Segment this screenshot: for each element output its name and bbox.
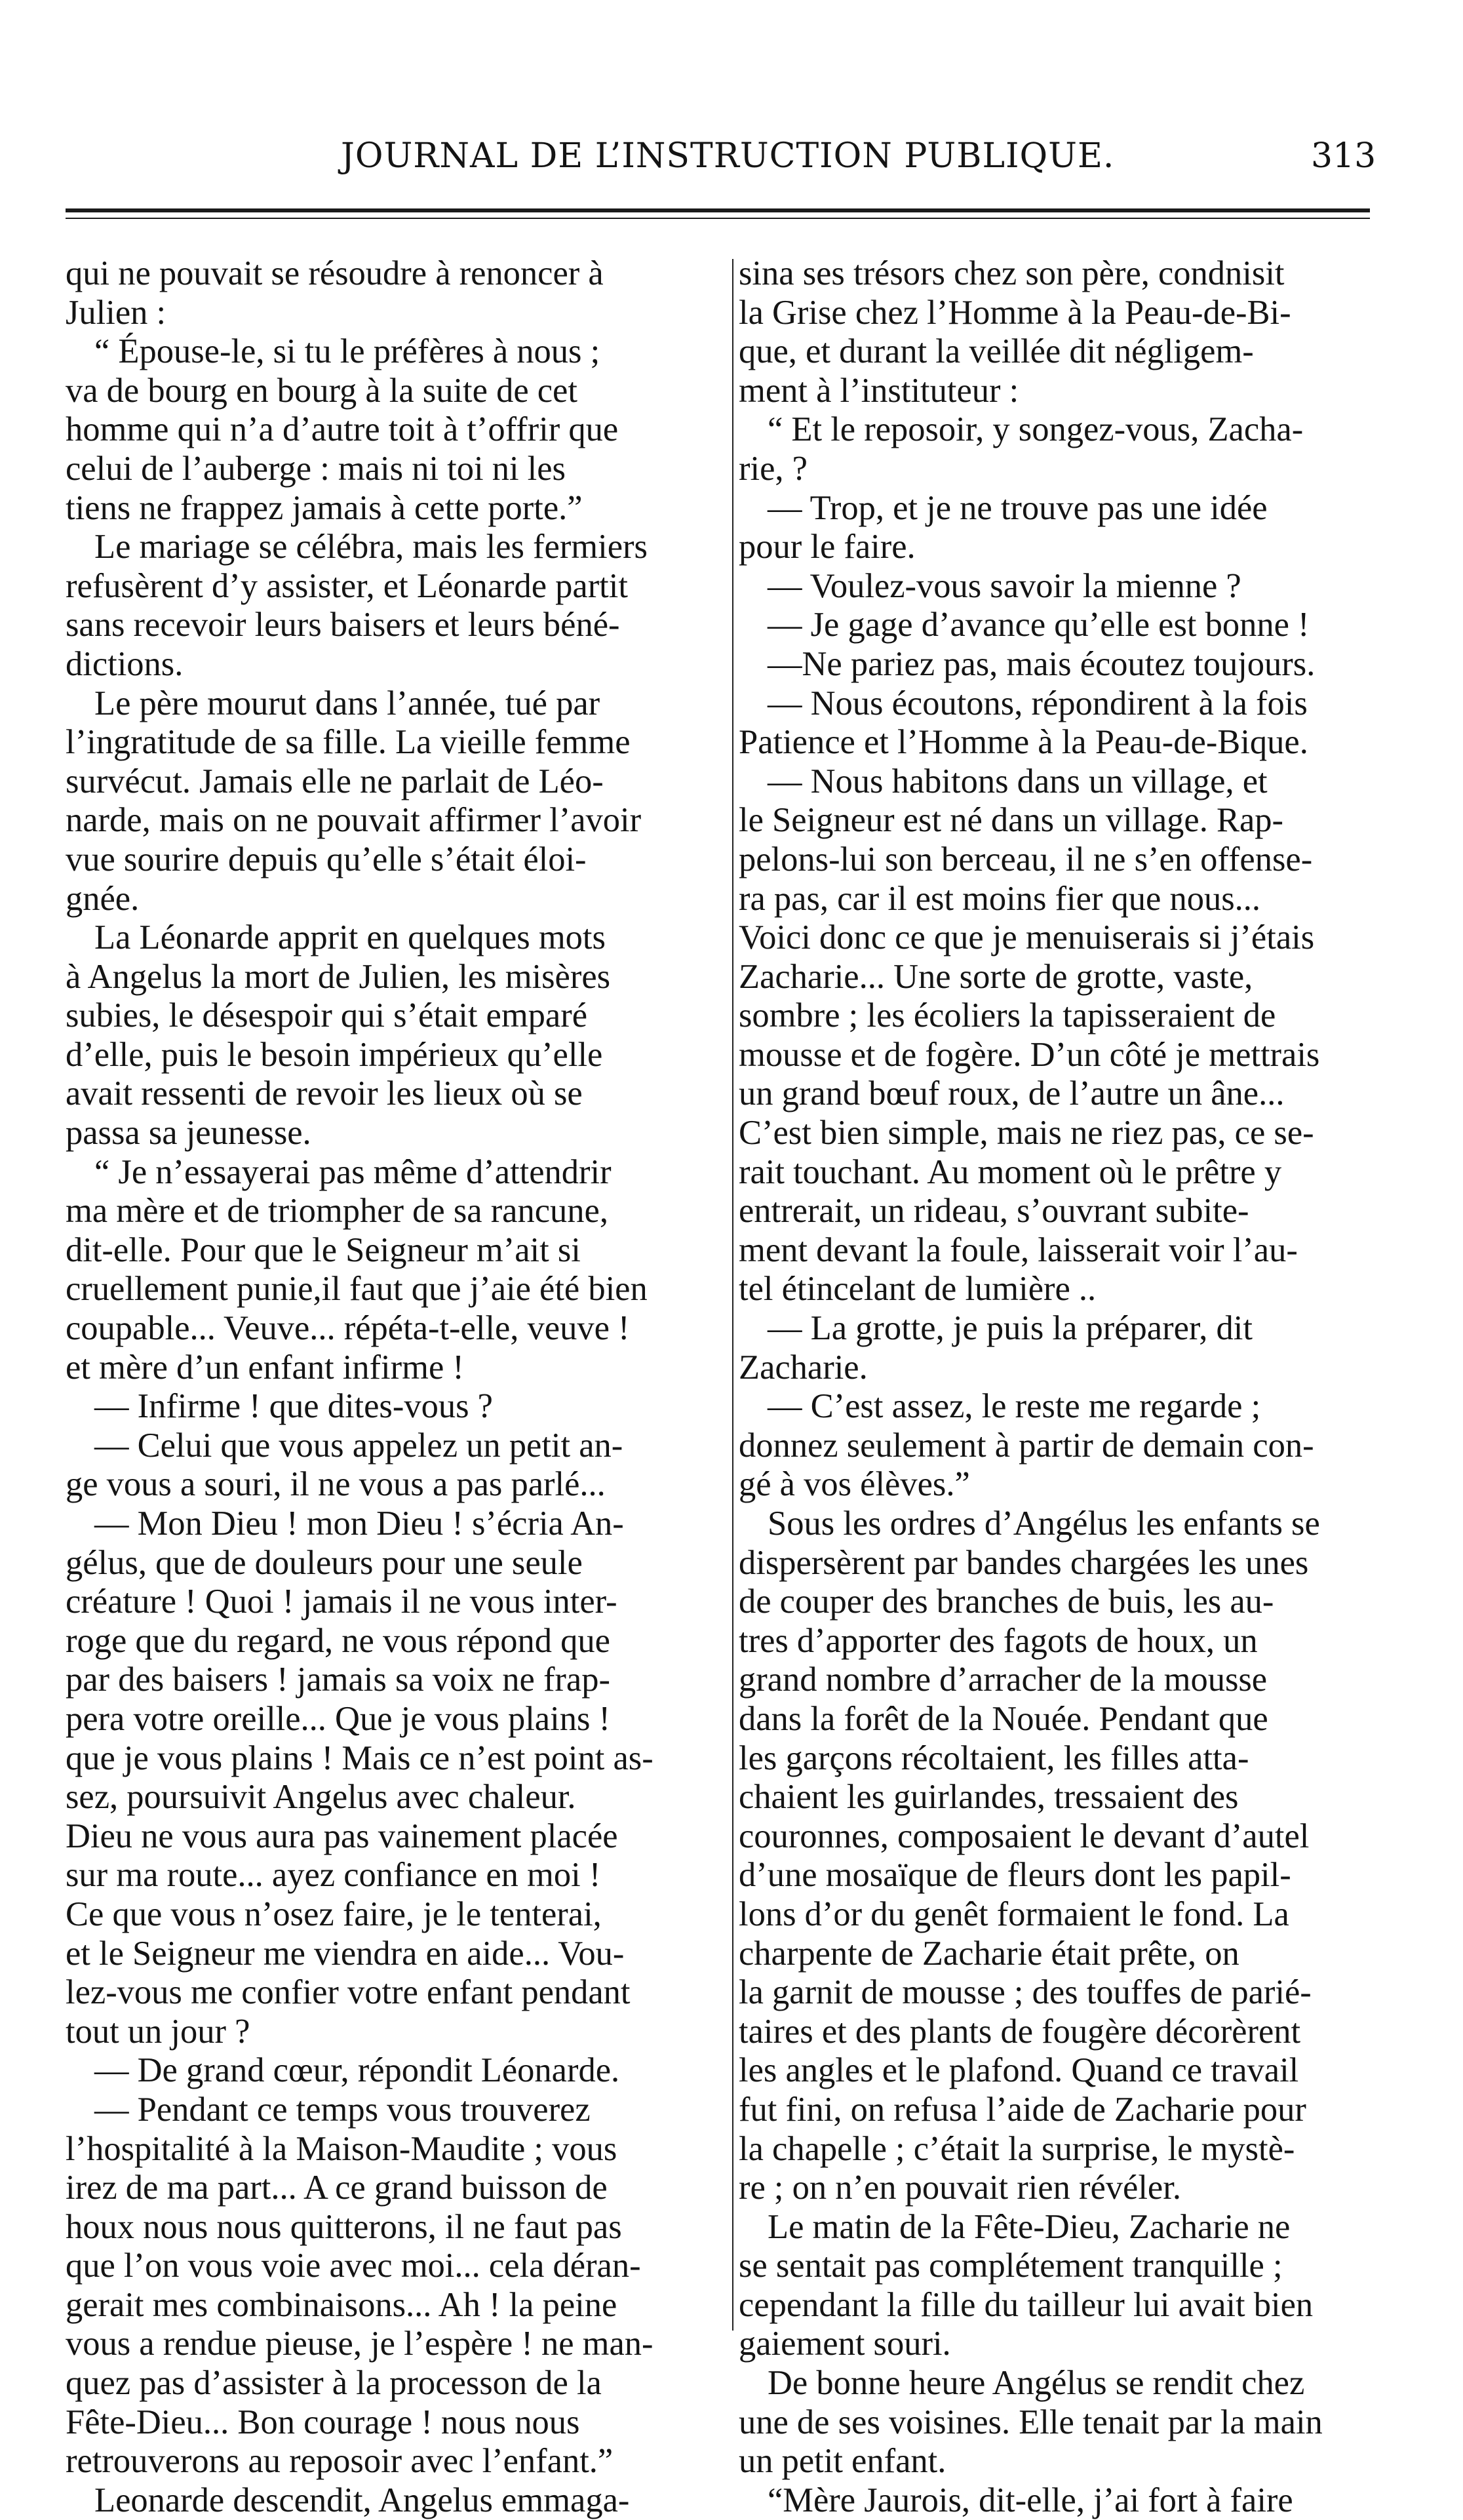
header-rule-thick bbox=[66, 208, 1370, 212]
text-line: Fête-Dieu... Bon courage ! nous nous bbox=[66, 2403, 580, 2441]
text-line: fut fini, on refusa l’aide de Zacharie pour bbox=[739, 2090, 1306, 2129]
text-line: un grand bœuf roux, de l’autre un âne... bbox=[739, 1074, 1285, 1113]
text-line: re ; on n’en pouvait rien révéler. bbox=[739, 2169, 1181, 2207]
text-line: —Ne pariez pas, mais écoutez toujours. bbox=[768, 644, 1316, 683]
text-line: houx nous nous quitterons, il ne faut pas bbox=[66, 2207, 622, 2246]
text-line: les garçons récoltaient, les filles atta- bbox=[739, 1739, 1249, 1777]
text-line: que l’on vous voie avec moi... cela déran- bbox=[66, 2247, 641, 2285]
text-line: “Mère Jaurois, dit-elle, j’ai fort à faire bbox=[768, 2481, 1293, 2519]
text-line: cependant la fille du tailleur lui avait bien bbox=[739, 2285, 1314, 2324]
text-line: chaient les guirlandes, tressaient des bbox=[739, 1778, 1239, 1817]
text-line: dit-elle. Pour que le Seigneur m’ait si bbox=[66, 1230, 581, 1269]
text-line: avait ressenti de revoir les lieux où se bbox=[66, 1074, 583, 1113]
text-line: d’une mosaïque de fleurs dont les papil- bbox=[739, 1856, 1291, 1895]
text-line: “ Je n’essayerai pas même d’attendrir bbox=[94, 1152, 612, 1191]
text-line: à Angelus la mort de Julien, les misères bbox=[66, 957, 611, 996]
text-line: — Voulez-vous savoir la mienne ? bbox=[768, 566, 1241, 605]
text-line: roge que du regard, ne vous répond que bbox=[66, 1621, 610, 1660]
text-line: tiens ne frappez jamais à cette porte.” bbox=[66, 488, 583, 527]
text-line: retrouverons au reposoir avec l’enfant.” bbox=[66, 2442, 614, 2481]
text-line: lons d’or du genêt formaient le fond. La bbox=[739, 1895, 1289, 1933]
text-line: dans la forêt de la Nouée. Pendant que bbox=[739, 1699, 1268, 1738]
text-line: irez de ma part... A ce grand buisson de bbox=[66, 2169, 608, 2207]
text-line: se sentait pas complétement tranquille ; bbox=[739, 2247, 1283, 2285]
running-head bbox=[0, 136, 1463, 182]
left-column bbox=[66, 254, 721, 2520]
text-line: ra pas, car il est moins fier que nous... bbox=[739, 879, 1261, 918]
text-line: pera votre oreille... Que je vous plains ! bbox=[66, 1699, 610, 1738]
text-line: — Nous habitons dans un village, et bbox=[768, 762, 1268, 800]
text-line: Dieu ne vous aura pas vainement placée bbox=[66, 1817, 618, 1855]
text-line: charpente de Zacharie était prête, on bbox=[739, 1934, 1239, 1973]
header-rule-thin bbox=[66, 218, 1370, 219]
right-column bbox=[739, 254, 1394, 2520]
text-line: qui ne pouvait se résoudre à renoncer à bbox=[66, 254, 604, 292]
text-line: la garnit de mousse ; des touffes de parié- bbox=[739, 1973, 1312, 2012]
text-line: grand nombre d’arracher de la mousse bbox=[739, 1661, 1268, 1699]
text-line: survécut. Jamais elle ne parlait de Léo- bbox=[66, 762, 604, 800]
text-line: ment devant la foule, laisserait voir l’au- bbox=[739, 1230, 1298, 1269]
text-line: — La grotte, je puis la préparer, dit bbox=[768, 1309, 1253, 1348]
text-line: dispersèrent par bandes chargées les unes bbox=[739, 1543, 1309, 1582]
journal-title: JOURNAL DE L’INSTRUCTION PUBLIQUE. bbox=[341, 136, 1115, 176]
text-line: un petit enfant. bbox=[739, 2442, 946, 2481]
text-line: Le père mourut dans l’année, tué par bbox=[94, 684, 600, 722]
text-line: couronnes, composaient le devant d’autel bbox=[739, 1817, 1310, 1855]
text-line: Ce que vous n’osez faire, je le tenterai, bbox=[66, 1895, 602, 1933]
text-line: que, et durant la veillée dit négligem- bbox=[739, 332, 1254, 371]
text-line: — Infirme ! que dites-vous ? bbox=[94, 1387, 493, 1426]
text-line: passa sa jeunesse. bbox=[66, 1114, 311, 1152]
text-line: sina ses trésors chez son père, condnisit bbox=[739, 254, 1285, 292]
text-line: narde, mais on ne pouvait affirmer l’avoir bbox=[66, 801, 642, 840]
page-number: 313 bbox=[1311, 136, 1376, 176]
text-line: entrerait, un rideau, s’ouvrant subite- bbox=[739, 1192, 1249, 1230]
text-line: par des baisers ! jamais sa voix ne frap- bbox=[66, 1661, 610, 1699]
text-line: taires et des plants de fougère décorèrent bbox=[739, 2012, 1301, 2051]
text-line: sur ma route... ayez confiance en moi ! bbox=[66, 1856, 601, 1895]
text-line: gerait mes combinaisons... Ah ! la peine bbox=[66, 2285, 617, 2324]
text-line: coupable... Veuve... répéta-t-elle, veuve ! bbox=[66, 1309, 630, 1348]
text-line: sez, poursuivit Angelus avec chaleur. bbox=[66, 1778, 576, 1817]
text-line: rait touchant. Au moment où le prêtre y bbox=[739, 1152, 1282, 1191]
text-line: une de ses voisines. Elle tenait par la main bbox=[739, 2403, 1323, 2441]
text-line: sombre ; les écoliers la tapisseraient de bbox=[739, 996, 1276, 1035]
text-line: et le Seigneur me viendra en aide... Vou- bbox=[66, 1934, 625, 1973]
text-line: vue sourire depuis qu’elle s’était éloi- bbox=[66, 840, 587, 878]
text-line: cruellement punie,il faut que j’aie été bien bbox=[66, 1270, 648, 1309]
text-line: De bonne heure Angélus se rendit chez bbox=[768, 2364, 1305, 2403]
text-line: le Seigneur est né dans un village. Rap- bbox=[739, 801, 1284, 840]
text-line: gnée. bbox=[66, 879, 140, 918]
text-line: Sous les ordres d’Angélus les enfants se bbox=[768, 1505, 1320, 1543]
text-line: les angles et le plafond. Quand ce travail bbox=[739, 2051, 1299, 2090]
text-line: Patience et l’Homme à la Peau-de-Bique. bbox=[739, 723, 1308, 762]
text-line: Leonarde descendit, Angelus emmaga- bbox=[94, 2481, 630, 2519]
text-line: Zacharie... Une sorte de grotte, vaste, bbox=[739, 957, 1253, 996]
text-line: vous a rendue pieuse, je l’espère ! ne man- bbox=[66, 2325, 653, 2363]
text-line: C’est bien simple, mais ne riez pas, ce se- bbox=[739, 1114, 1314, 1152]
text-line: la chapelle ; c’était la surprise, le mystè- bbox=[739, 2129, 1295, 2168]
text-line: ment à l’instituteur : bbox=[739, 371, 1019, 410]
text-line: ma mère et de triompher de sa rancune, bbox=[66, 1192, 608, 1230]
text-line: que je vous plains ! Mais ce n’est point as- bbox=[66, 1739, 653, 1777]
text-line: — Je gage d’avance qu’elle est bonne ! bbox=[768, 606, 1310, 644]
text-line: “ Et le reposoir, y songez-vous, Zacha- bbox=[768, 410, 1304, 449]
text-line: tout un jour ? bbox=[66, 2012, 250, 2051]
text-line: lez-vous me confier votre enfant pendant bbox=[66, 1973, 631, 2012]
text-line: rie, ? bbox=[739, 449, 808, 488]
text-line: mousse et de fogère. D’un côté je mettrais bbox=[739, 1035, 1320, 1074]
text-line: quez pas d’assister à la processon de la bbox=[66, 2364, 602, 2403]
text-line: donnez seulement à partir de demain con- bbox=[739, 1426, 1314, 1465]
text-line: Le matin de la Fête-Dieu, Zacharie ne bbox=[768, 2207, 1291, 2246]
text-line: Zacharie. bbox=[739, 1348, 868, 1387]
text-line: Julien : bbox=[66, 293, 166, 332]
text-line: gé à vos élèves.” bbox=[739, 1465, 970, 1504]
text-line: subies, le désespoir qui s’était emparé bbox=[66, 996, 588, 1035]
text-line: ge vous a souri, il ne vous a pas parlé... bbox=[66, 1465, 606, 1504]
text-line: refusèrent d’y assister, et Léonarde partit bbox=[66, 566, 628, 605]
text-line: — C’est assez, le reste me regarde ; bbox=[768, 1387, 1261, 1426]
text-line: sans recevoir leurs baisers et leurs béné- bbox=[66, 606, 620, 644]
text-line: pelons-lui son berceau, il ne s’en offense- bbox=[739, 840, 1313, 878]
text-line: tres d’apporter des fagots de houx, un bbox=[739, 1621, 1258, 1660]
text-line: l’ingratitude de sa fille. La vieille femme bbox=[66, 723, 631, 762]
text-line: d’elle, puis le besoin impérieux qu’elle bbox=[66, 1035, 603, 1074]
text-line: — De grand cœur, répondit Léonarde. bbox=[94, 2051, 620, 2090]
text-line: La Léonarde apprit en quelques mots bbox=[94, 918, 606, 957]
text-line: — Trop, et je ne trouve pas une idée bbox=[768, 488, 1268, 527]
text-line: — Pendant ce temps vous trouverez bbox=[94, 2090, 591, 2129]
text-line: créature ! Quoi ! jamais il ne vous inter- bbox=[66, 1583, 617, 1621]
text-line: — Celui que vous appelez un petit an- bbox=[94, 1426, 623, 1465]
text-line: “ Épouse-le, si tu le préfères à nous ; bbox=[94, 332, 600, 371]
text-line: celui de l’auberge : mais ni toi ni les bbox=[66, 449, 566, 488]
text-line: pour le faire. bbox=[739, 528, 916, 566]
text-line: la Grise chez l’Homme à la Peau-de-Bi- bbox=[739, 293, 1291, 332]
text-line: — Nous écoutons, répondirent à la fois bbox=[768, 684, 1308, 722]
text-line: gélus, que de douleurs pour une seule bbox=[66, 1543, 583, 1582]
text-line: — Mon Dieu ! mon Dieu ! s’écria An- bbox=[94, 1505, 624, 1543]
text-line: l’hospitalité à la Maison-Maudite ; vous bbox=[66, 2129, 617, 2168]
column-divider bbox=[732, 259, 733, 2331]
text-line: homme qui n’a d’autre toit à t’offrir que bbox=[66, 410, 619, 449]
text-line: va de bourg en bourg à la suite de cet bbox=[66, 371, 577, 410]
text-line: gaiement souri. bbox=[739, 2325, 951, 2363]
text-line: dictions. bbox=[66, 644, 184, 683]
text-line: Le mariage se célébra, mais les fermiers bbox=[94, 528, 648, 566]
text-line: et mère d’un enfant infirme ! bbox=[66, 1348, 464, 1387]
text-line: de couper des branches de buis, les au- bbox=[739, 1583, 1274, 1621]
text-line: tel étincelant de lumière .. bbox=[739, 1270, 1097, 1309]
text-line: Voici donc ce que je menuiserais si j’étais bbox=[739, 918, 1315, 957]
